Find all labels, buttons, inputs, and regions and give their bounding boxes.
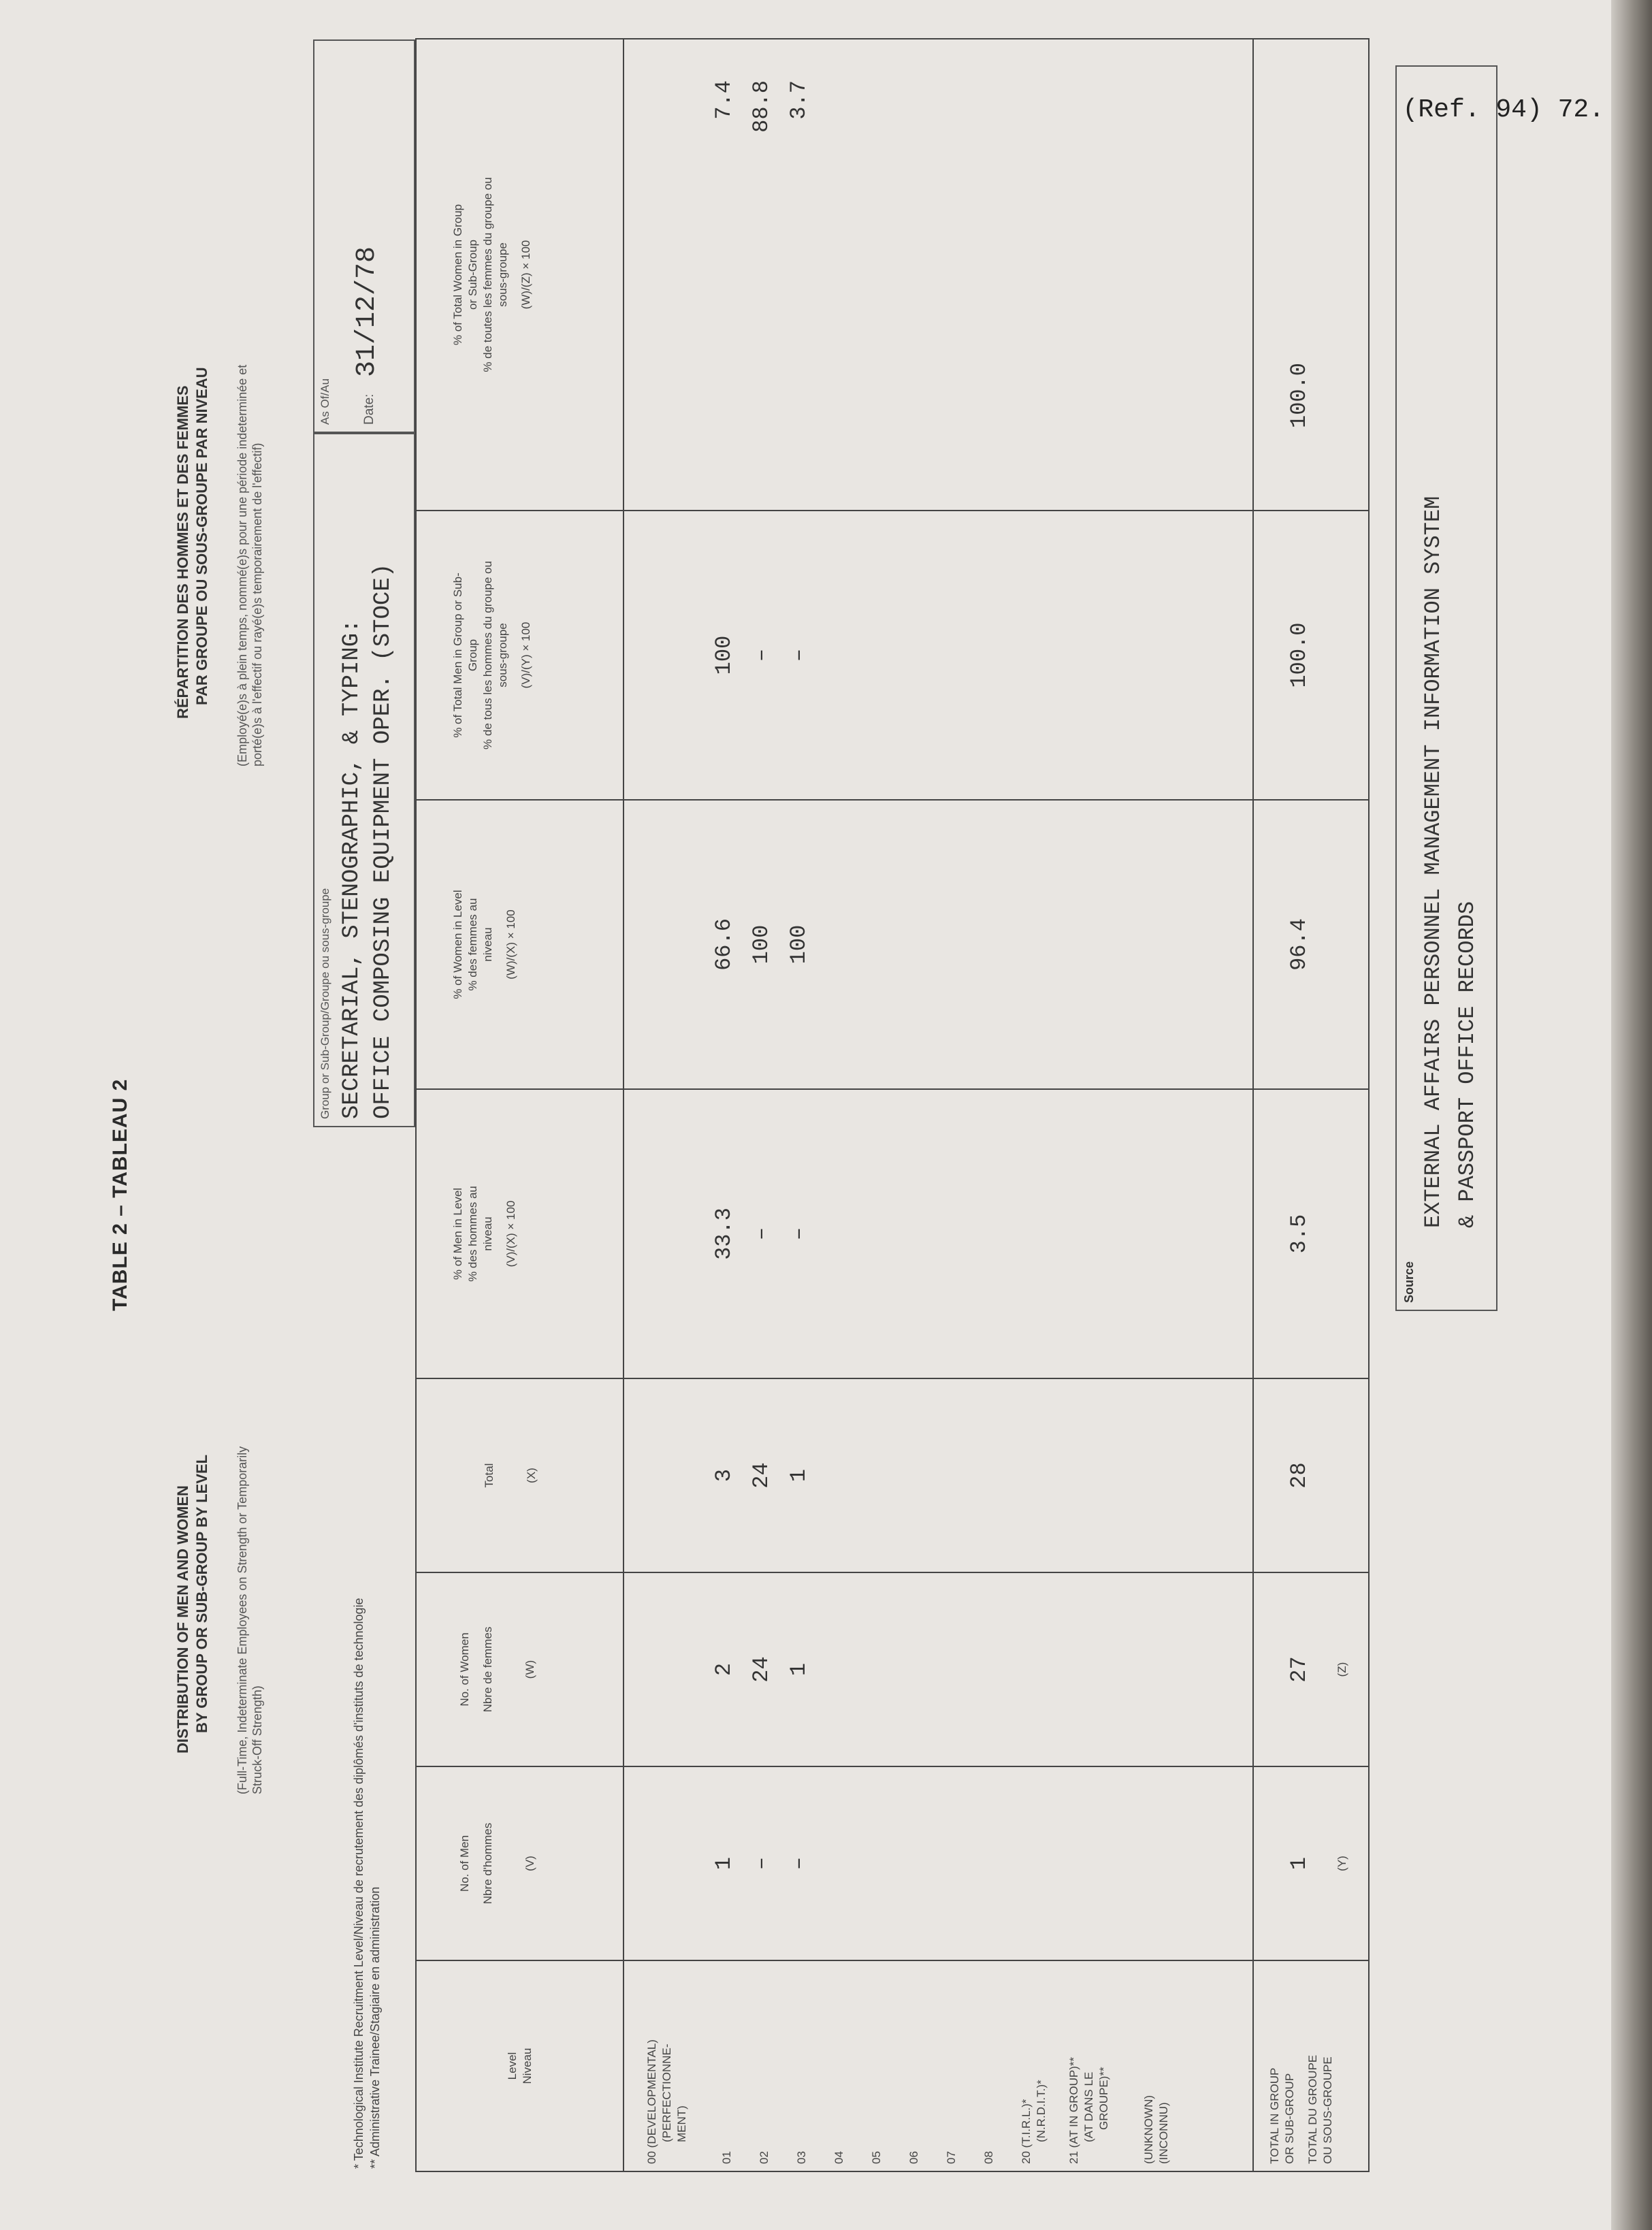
total-pct-men-level-cell: 3.5: [1253, 1089, 1369, 1378]
subheading-fr: (Employé(e)s à plein temps, nommé(e)s pour une période indeterminée et porté(e)s à l'effectif ou rayé(e)s temporairement de l'effectif): [236, 364, 264, 766]
col-header-pct-men-group: % of Total Men in Group or Sub-Group % de tous les hommes du groupe ou sous-groupe (V)/(Y) × 100: [416, 511, 623, 800]
pct-men-level-column: [623, 1089, 1253, 1378]
total-pct-women-group-cell: 100.0: [1253, 39, 1369, 511]
total-total-cell: 28: [1253, 1378, 1369, 1572]
men-column: [623, 1766, 1253, 1960]
total-pct-men-group-cell: 100.0: [1253, 511, 1369, 800]
women-column: [623, 1572, 1253, 1766]
pct-women-group-column: [623, 39, 1253, 511]
table-cell: 7.4: [711, 80, 736, 120]
col-header-pct-women-level: % of Women in Level % des femmes au niveau (W)/(X) × 100: [416, 800, 623, 1089]
table-cell: 66.6: [711, 918, 736, 971]
col-header-pct-men-level: % of Men in Level % des hommes au niveau (V)/(X) × 100: [416, 1089, 623, 1378]
table-cell: 3.7: [786, 80, 811, 120]
total-pct-women-level-cell: 96.4: [1253, 800, 1369, 1089]
source-box: Source EXTERNAL AFFAIRS PERSONNEL MANAGEMENT INFORMATION SYSTEM & PASSPORT OFFICE RECORDS: [1395, 65, 1497, 1311]
footnotes: * Technological Institute Recruitment Level/Niveau de recrutement des diplômés d'instituts de technologie ** Administrative Trainee/Stagiaire en administration: [352, 1598, 382, 2169]
table-cell: 24: [749, 1462, 774, 1489]
table-cell: 3: [711, 1468, 736, 1483]
col-header-women: No. of Women Nbre de femmes (W): [416, 1572, 623, 1766]
heading-fr: RÉPARTITION DES HOMMES ET DES FEMMES PAR GROUPE OU SOUS-GROUPE PAR NIVEAU: [174, 367, 210, 719]
table-cell: –: [786, 1856, 811, 1871]
table-cell: –: [749, 1227, 774, 1241]
total-men-cell: 1 (Y): [1253, 1766, 1369, 1960]
as-of-date: 31/12/78: [352, 246, 383, 377]
pct-women-level-column: [623, 800, 1253, 1089]
table-cell: –: [749, 648, 774, 662]
table-cell: 33.3: [711, 1208, 736, 1260]
col-header-men: No. of Men Nbre d'hommes (V): [416, 1766, 623, 1960]
table-cell: 2: [711, 1662, 736, 1677]
header-row: [416, 39, 623, 2171]
table-cell: 1: [786, 1662, 811, 1677]
table-cell: –: [749, 1856, 774, 1871]
table-title: TABLE 2 – TABLEAU 2: [109, 1078, 131, 1311]
date-box: As Of/Au Date: 31/12/78: [313, 39, 415, 433]
level-column: 00 (DEVELOPMENTAL) (PERFECTIONNE- MENT) 01 02 03 04 05 06 07 08 20 (T.I.R.L.)* (N.R.D.I.T.)* 21 (AT IN GROUP)** (AT DANS LE GROUPE)** (UNKNOWN) (INCONNU): [623, 1960, 1253, 2171]
table-cell: 100: [786, 924, 811, 965]
distribution-table: [415, 38, 1370, 2172]
source-line2: & PASSPORT OFFICE RECORDS: [1455, 901, 1480, 1228]
heading-en: DISTRIBUTION OF MEN AND WOMEN BY GROUP OR SUB-GROUP BY LEVEL: [174, 1454, 210, 1754]
table-cell: –: [786, 1227, 811, 1241]
table-cell: –: [786, 648, 811, 662]
total-column: [623, 1378, 1253, 1572]
body-row: [623, 39, 1253, 2171]
table-cell: 1: [711, 1856, 736, 1871]
total-women-cell: 27 (Z): [1253, 1572, 1369, 1766]
group-name-line1: SECRETARIAL, STENOGRAPHIC, & TYPING:: [339, 619, 365, 1119]
totals-label: TOTAL IN GROUP OR SUB-GROUP TOTAL DU GROUPE OU SOUS-GROUPE: [1253, 1960, 1369, 2171]
pct-men-group-column: [623, 511, 1253, 800]
table-cell: 100: [711, 635, 736, 675]
subheading-en: (Full-Time, Indeterminate Employees on Strength or Temporarily Struck-Off Strength): [236, 1446, 264, 1794]
table-cell: 1: [786, 1468, 811, 1483]
group-box: Group or Sub-Group/Groupe ou sous-groupe SECRETARIAL, STENOGRAPHIC, & TYPING: OFFICE COMPOSING EQUIPMENT OPER. (STOCE): [313, 433, 415, 1127]
group-name-line2: OFFICE COMPOSING EQUIPMENT OPER. (STOCE): [370, 563, 396, 1119]
col-header-total: Total (X): [416, 1378, 623, 1572]
table-cell: 100: [749, 924, 774, 965]
table-cell: 24: [749, 1656, 774, 1683]
source-line1: EXTERNAL AFFAIRS PERSONNEL MANAGEMENT INFORMATION SYSTEM: [1421, 496, 1446, 1228]
table-cell: 88.8: [749, 80, 774, 133]
totals-row: [1253, 39, 1369, 2171]
col-header-level: Level Niveau: [416, 1960, 623, 2171]
col-header-pct-women-group: % of Total Women in Group or Sub-Group % de toutes les femmes du groupe ou sous-groupe (W)/(Z) × 100: [416, 39, 623, 511]
page-reference: (Ref. 94) 72.: [1402, 95, 1604, 125]
